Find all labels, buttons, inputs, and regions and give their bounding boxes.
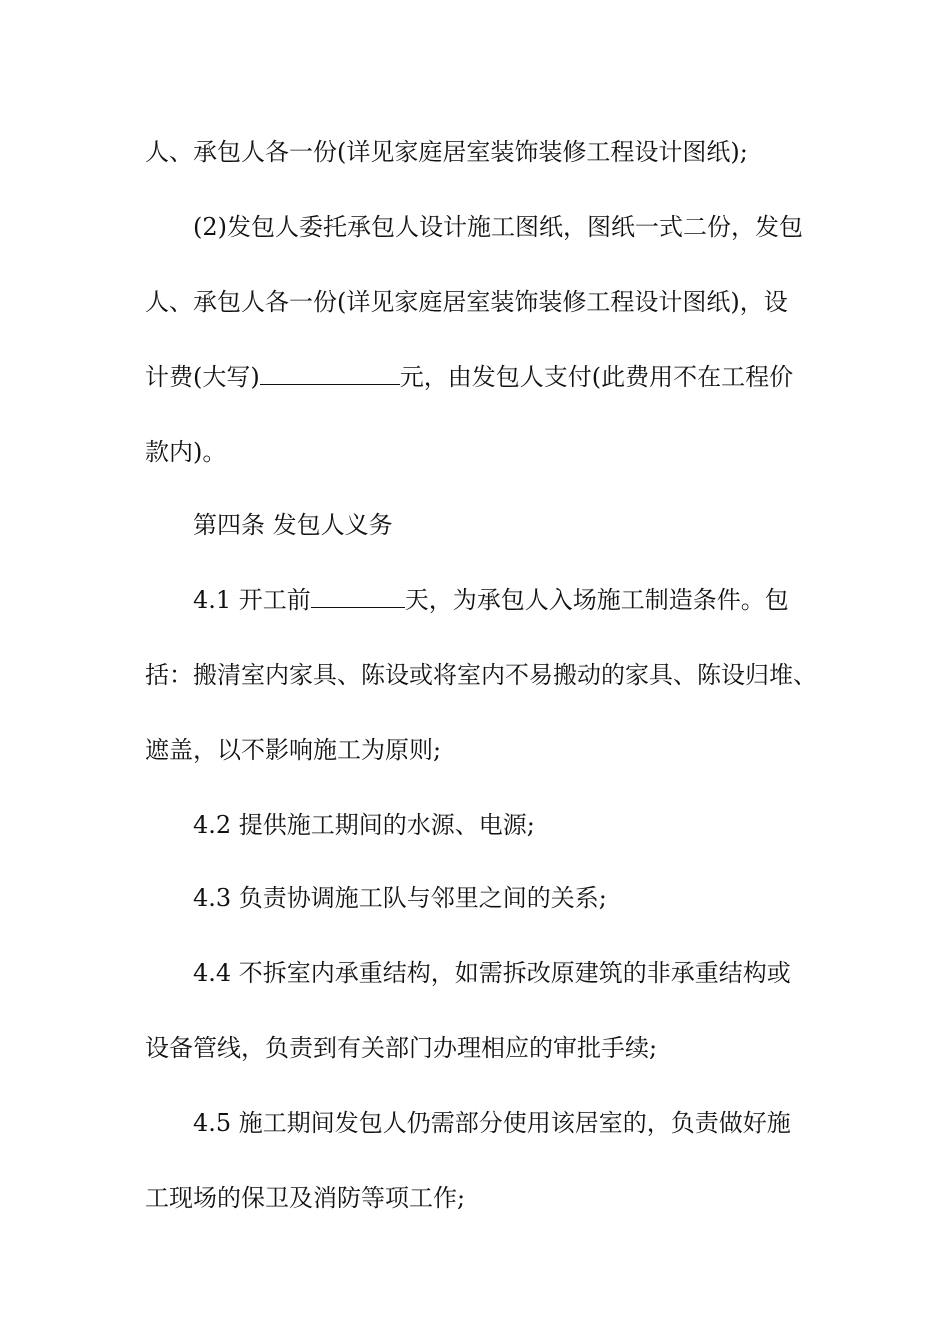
text-line: 工现场的保卫及消防等项工作; [145,1184,466,1212]
text-line: 款内)。 [145,438,227,466]
line-text-after: 元，由发包人支付(此费用不在工程价 [399,363,794,391]
line-text-before: 4.1 开工前 [193,586,311,614]
line-text-before: 计费(大写) [145,363,260,391]
text-line: 括：搬清室内家具、陈设或将室内不易搬动的家具、陈设归堆、 [145,661,817,689]
text-line: 4.3 负责协调施工队与邻里之间的关系; [193,884,607,912]
text-line-with-blank [193,585,873,615]
text-line: 遮盖，以不影响施工为原则; [145,736,442,764]
text-line: 人、承包人各一份(详见家庭居室装饰装修工程设计图纸); [145,138,748,166]
text-line: 人、承包人各一份(详见家庭居室装饰装修工程设计图纸)，设 [145,288,788,316]
fill-in-blank [311,587,405,608]
text-line: 设备管线，负责到有关部门办理相应的审批手续; [145,1034,658,1062]
line-text-after: 天，为承包人入场施工制造条件。包 [404,586,789,614]
text-line: 4.4 不拆室内承重结构，如需拆改原建筑的非承重结构或 [193,959,791,987]
text-line-with-blank [145,362,825,392]
section-heading: 第四条 发包人义务 [193,511,393,539]
text-line: (2)发包人委托承包人设计施工图纸，图纸一式二份，发包 [193,213,803,241]
fill-in-blank [260,364,400,385]
text-line: 4.5 施工期间发包人仍需部分使用该居室的，负责做好施 [193,1109,791,1137]
text-line: 4.2 提供施工期间的水源、电源; [193,811,535,839]
